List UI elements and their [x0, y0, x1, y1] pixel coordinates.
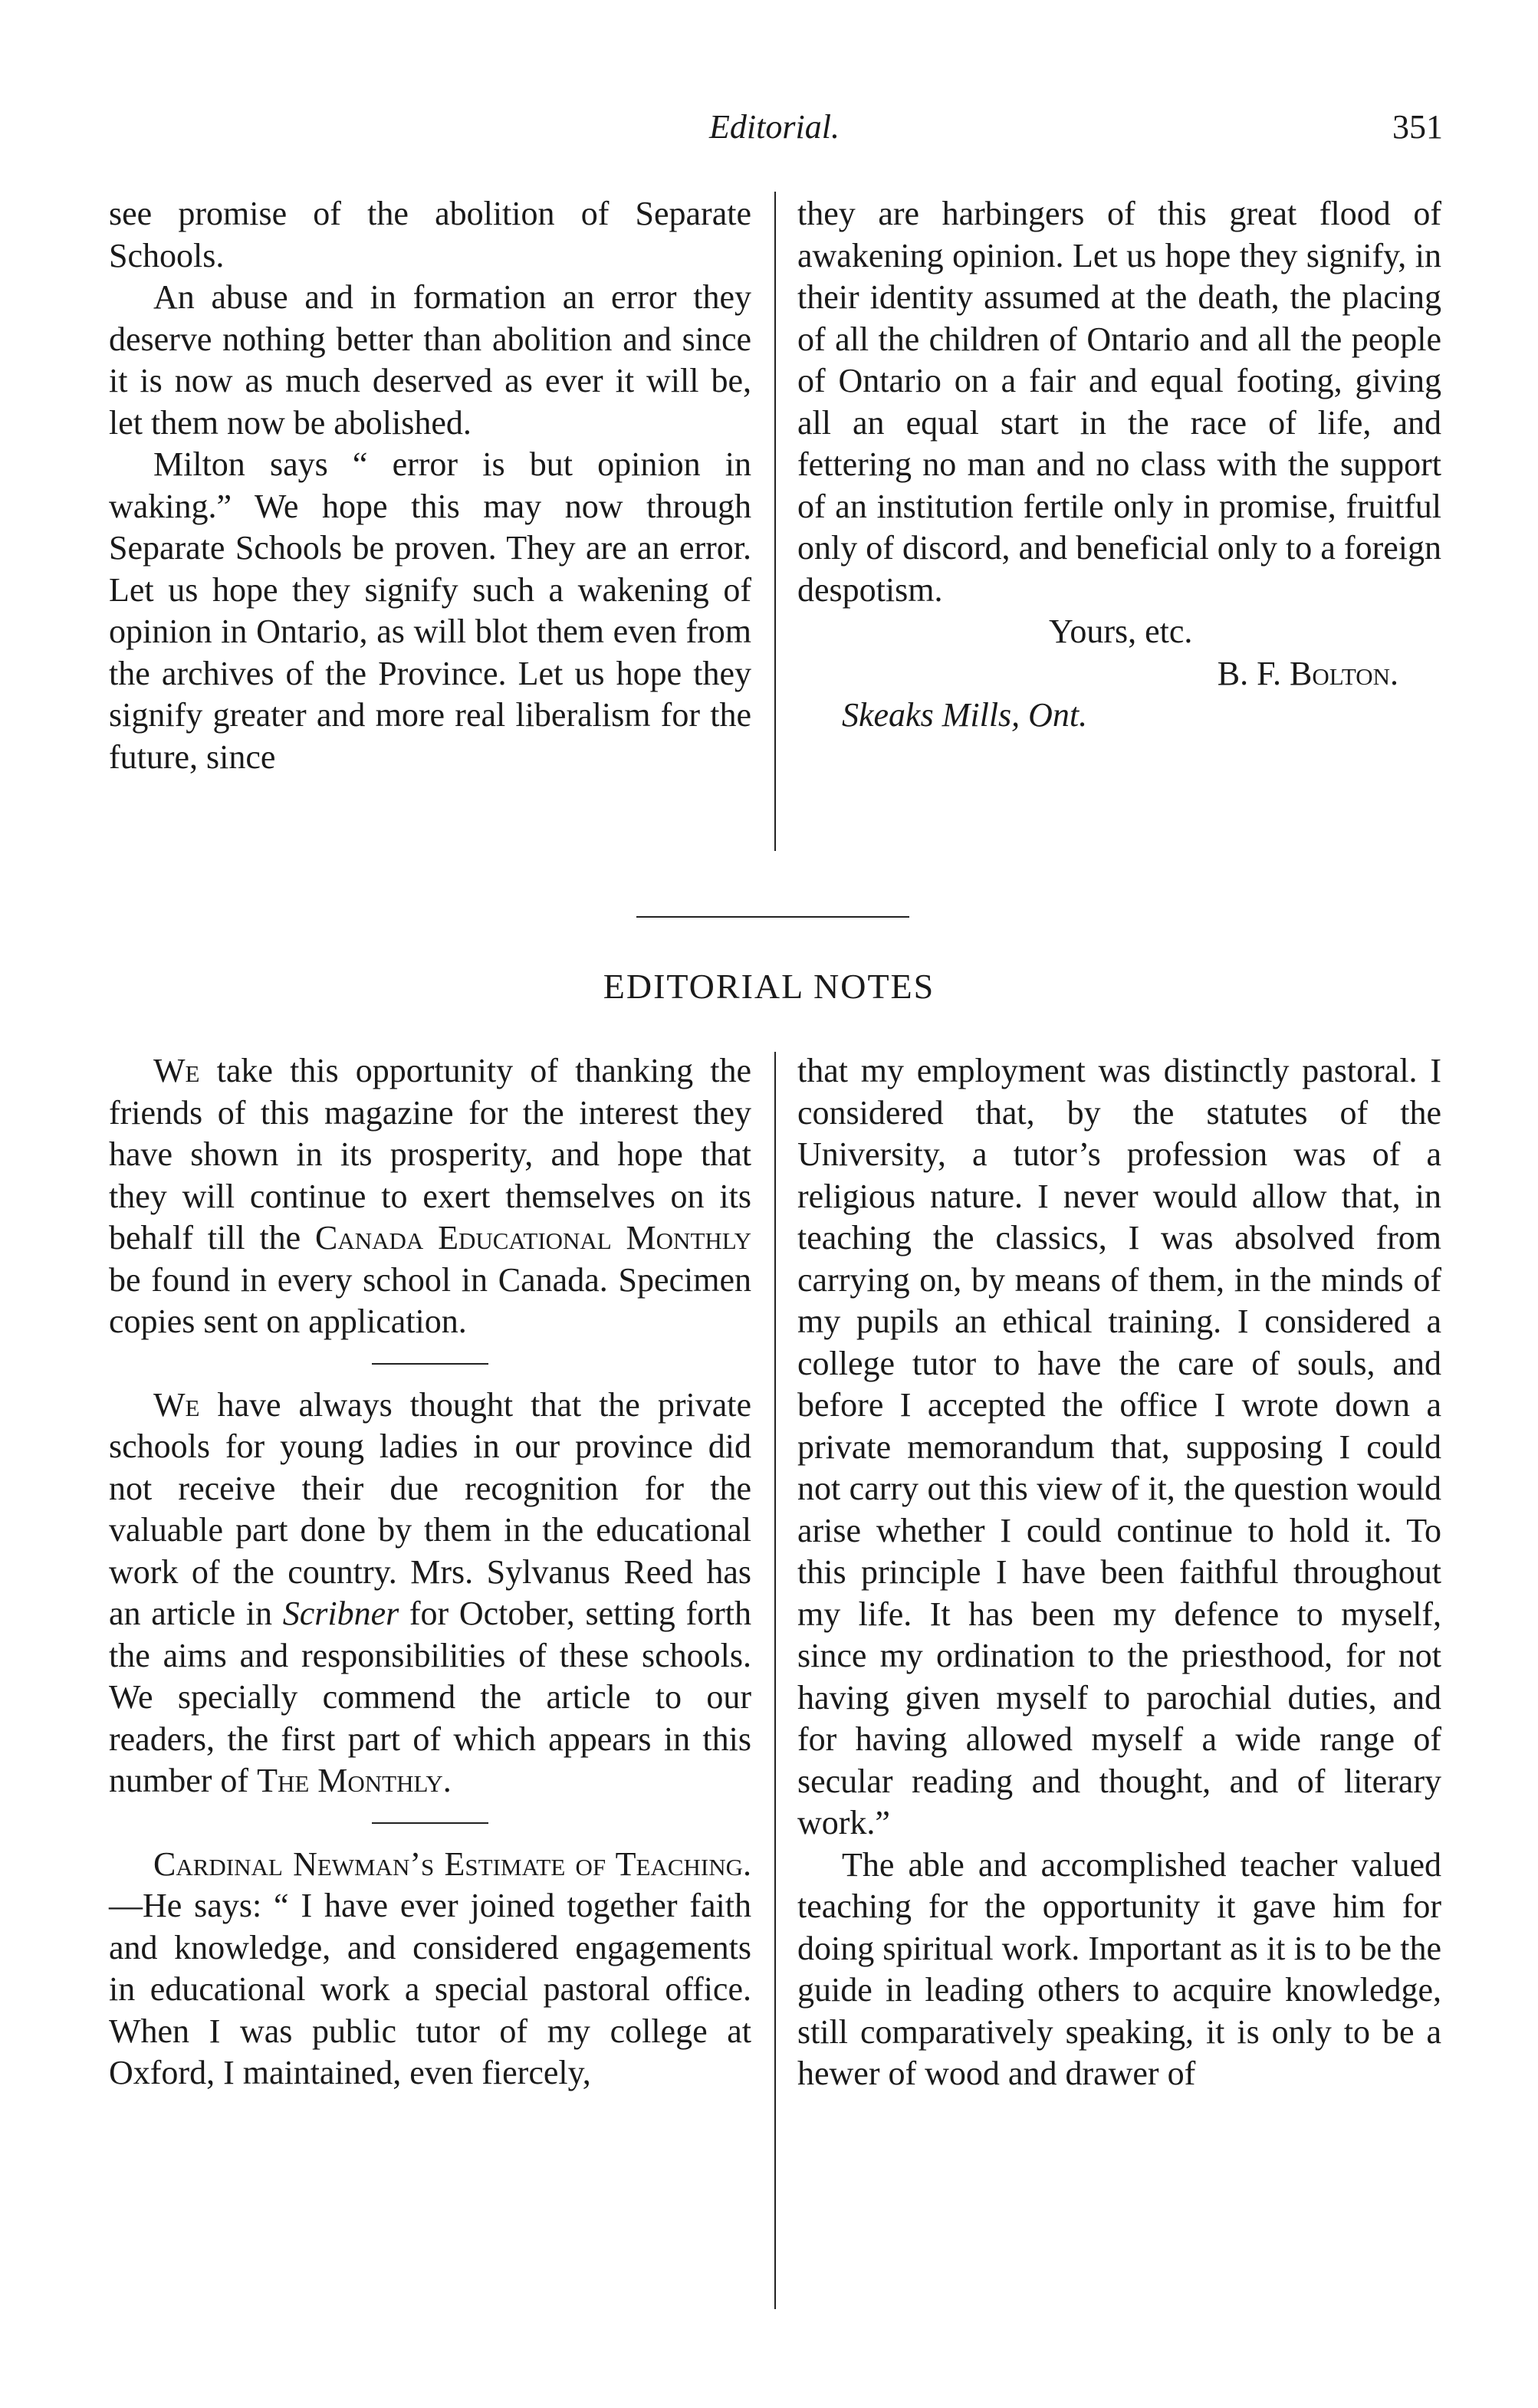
running-title: Editorial.	[709, 108, 840, 146]
letter-closing: Yours, etc.	[1049, 613, 1193, 650]
notes-left-column	[109, 1050, 751, 2094]
note-text: .	[442, 1762, 452, 1799]
note-text: take this opportunity of thanking the friends of this magazine for the interest they have shown in its prosperity, and hope that they will continue to exert themselves on its behalf till the	[109, 1052, 751, 1257]
letter-paragraph: see promise of the abolition of Separate Schools.	[109, 195, 751, 274]
page-number: 351	[1392, 108, 1443, 146]
note-paragraph: The able and accomplished teacher valued teaching for the opportunity it gave him for doing spiritual work. Important as it is to be the guide in leading others to acquire knowledge, still comparatively speaking, it is only to be a hewer of wood and drawer of	[797, 1845, 1441, 2092]
note-text: be found in every school in Canada. Specimen copies sent on application.	[109, 1260, 751, 1340]
magazine-name: The Monthly	[257, 1762, 443, 1799]
letter-paragraph: Milton says “ error is but opinion in waking.” We hope this may now through Separate Schools be proven. They are an error. Let us hope they signify such a wakening of opinion in Ontario, as will blot them even from the archives of the Province. Let us hope they signify greater and more real liberalism for the future, since	[109, 445, 751, 776]
section-title: EDITORIAL NOTES	[603, 967, 935, 1006]
note-paragraph	[109, 1050, 751, 1343]
letter-left-column	[109, 193, 751, 778]
section-separator	[636, 916, 909, 918]
periodical-name: Scribner	[282, 1595, 399, 1632]
note-lead: We	[153, 1385, 200, 1424]
magazine-name: Canada Educational Monthly	[315, 1219, 751, 1257]
letter-right-column	[797, 193, 1441, 737]
letter-signature: B. F. Bolton.	[1217, 654, 1398, 692]
letter-paragraph: they are harbingers of this great flood of awakening opinion. Let us hope they signify, in their identity assumed at the death, the placing of all the children of Ontario and all the people of Ontario on a fair and equal footing, giving all an equal start in the race of life, and fettering no man and no class with the support of an institution fertile only in promise, fruitful only of discord, and beneficial only to a foreign despotism.	[797, 195, 1441, 609]
note-text: for October, setting forth the aims and responsibilities of these schools. We specially commend the article to our readers, the first part of which appears in this number of	[109, 1595, 752, 1799]
letter-place: Skeaks Mills, Ont.	[842, 696, 1088, 734]
column-divider	[774, 1052, 776, 2309]
note-text: have always thought that the private schools for young ladies in our province did not receive their due recognition for the valuable part done by them in the educational work of the country. Mrs. Sylvanus Reed has an article in	[109, 1385, 751, 1632]
notes-right-column	[797, 1050, 1441, 2095]
note-paragraph: that my employment was distinctly pastoral. I considered that, by the statutes of the University, a tutor’s profession was of a religious nature. I never would allow that, in teaching the classics, I was absolved from carrying on, by means of them, in the minds of my pupils an ethical training. I considered a college tutor to have the care of souls, and before I accepted the office I wrote down a private memorandum that, supposing I could not carry out this view of it, the question would arise whether I could continue to hold it. To this principle I have been faithful throughout my life. It has been my defence to myself, since my ordination to the priesthood, for not having given myself to parochial duties, and for having allowed myself a wide range of secular reading and thought, and of literary work.”	[797, 1052, 1441, 1841]
note-lead: We	[153, 1052, 200, 1089]
note-heading: Cardinal Newman’s Estimate of Teaching.	[153, 1845, 751, 1883]
letter-paragraph: An abuse and in formation an error they deserve nothing better than abolition and since it is now as much deserved as ever it will be, let them now be abolished.	[109, 278, 751, 442]
note-paragraph	[109, 1844, 751, 2094]
note-paragraph	[109, 1385, 751, 1802]
column-divider	[774, 192, 776, 851]
note-separator	[372, 1822, 488, 1824]
note-separator	[372, 1363, 488, 1365]
note-text: —He says: “ I have ever joined together faith and knowledge, and considered engagements in educational work a special pastoral office. When I was public tutor of my college at Oxford, I maintained, even fiercely,	[109, 1887, 751, 2091]
